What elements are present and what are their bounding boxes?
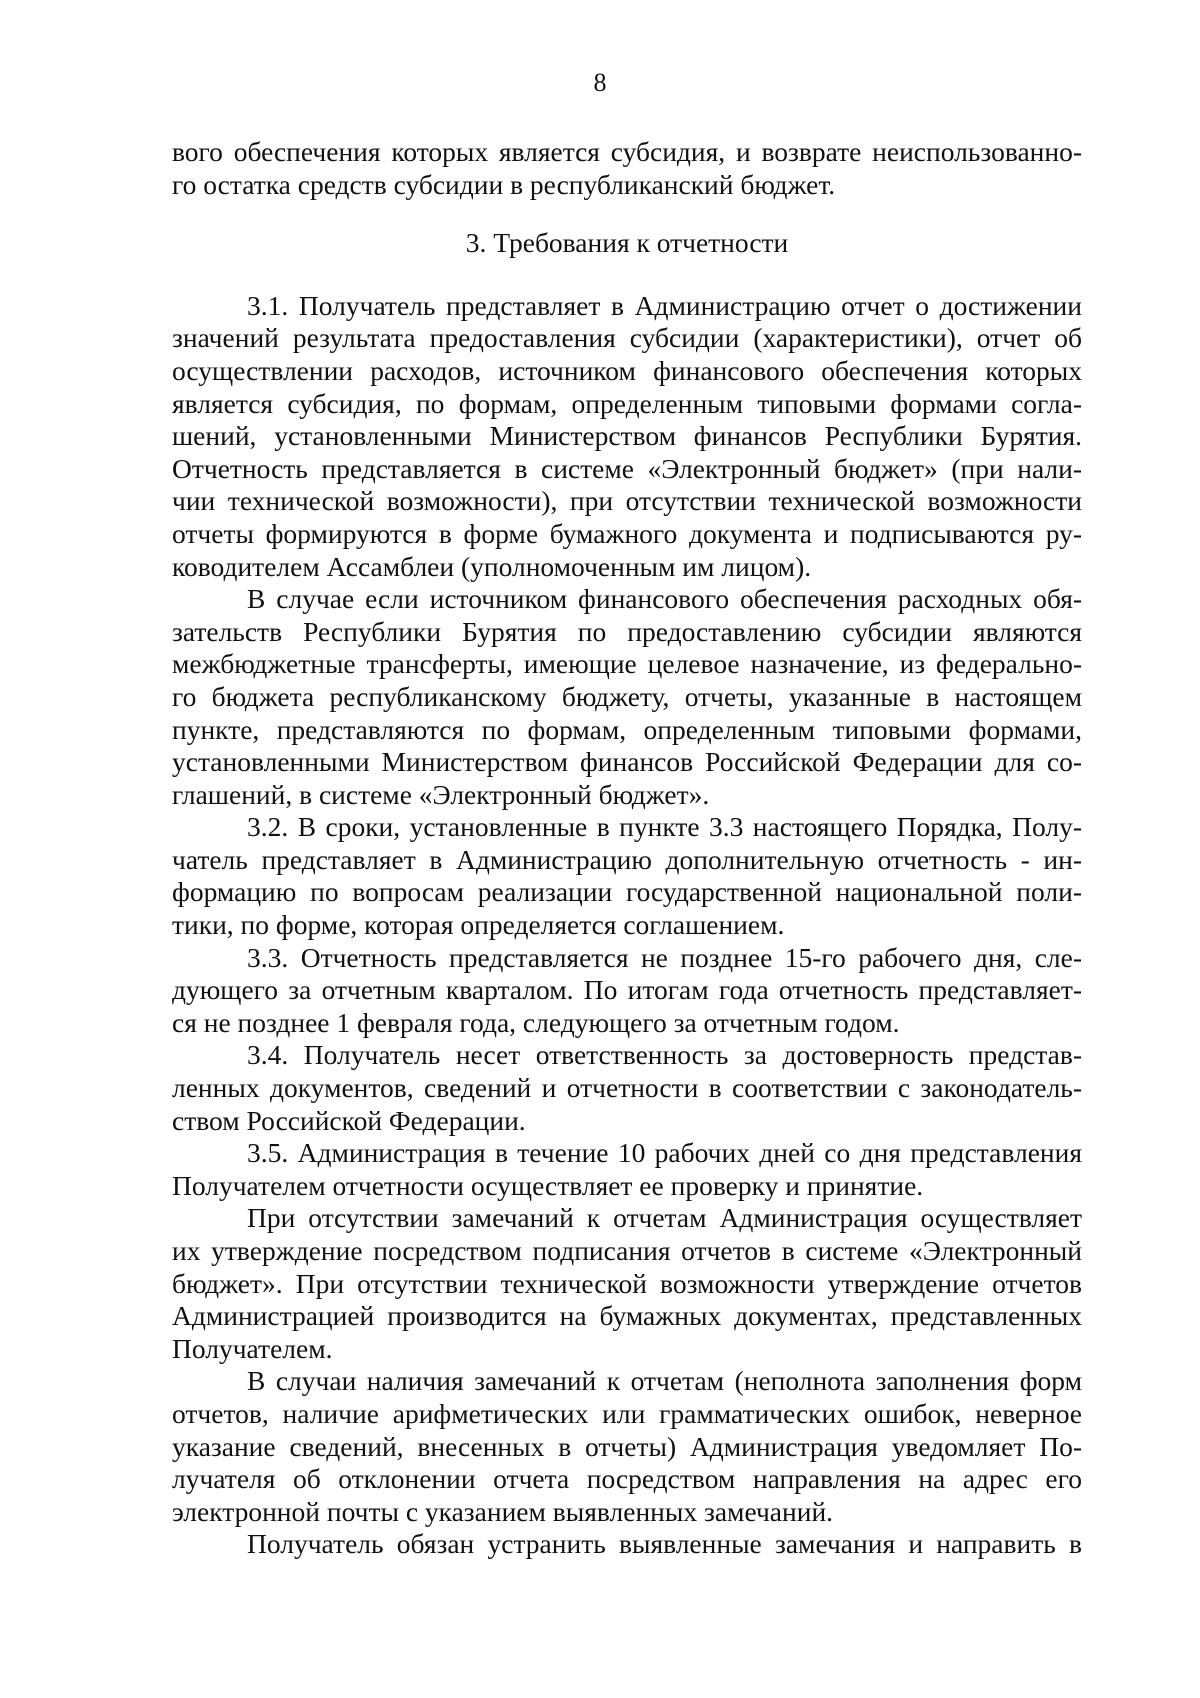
text-line: зательств Республики Бурятия по предоставлению субсидии являются [172, 615, 1082, 647]
paragraph-p-3-4 [172, 1039, 1082, 1137]
text-line: глашений, в системе «Электронный бюджет». [172, 778, 710, 810]
text-line: межбюджетные трансферты, имеющие целевое назначение, из федерально- [172, 648, 1082, 680]
text-line: является субсидия, по формам, определенным типовыми формами согла- [172, 387, 1082, 419]
text-line: 3.4. Получатель несет ответственность за достоверность представ- [247, 1039, 1082, 1071]
paragraph-p-3-3 [172, 942, 1082, 1040]
paragraph-p-3-5-c [172, 1365, 1082, 1528]
text-line: значений результата предоставления субсидии (характеристики), отчет об [172, 322, 1082, 354]
paragraph-p-3-2 [172, 811, 1082, 941]
text-line: Получатель обязан устранить выявленные замечания и направить в [247, 1528, 1082, 1560]
text-line: чии технической возможности), при отсутствии технической возможности [172, 485, 1082, 517]
intro-paragraph [172, 136, 1082, 201]
text-line: В случаи наличия замечаний к отчетам (неполнота заполнения форм [247, 1365, 1082, 1397]
text-line: бюджет». При отсутствии технической возможности утверждение отчетов [172, 1267, 1082, 1299]
text-line: 3.3. Отчетность представляется не позднее 15-го рабочего дня, сле- [247, 941, 1082, 973]
text-line: электронной почты с указанием выявленных замечаний. [172, 1495, 834, 1527]
text-line: установленными Министерством финансов Российской Федерации для со- [172, 746, 1082, 778]
paragraph-p-3-1-b [172, 583, 1082, 811]
text-line: го бюджета республиканскому бюджету, отчеты, указанные в настоящем [172, 680, 1082, 712]
text-line: формацию по вопросам реализации государственной национальной поли- [172, 876, 1082, 908]
text-line: В случае если источником финансового обеспечения расходных обя- [247, 583, 1082, 615]
text-line: Получателем отчетности осуществляет ее проверку и принятие. [172, 1169, 924, 1201]
paragraph-p-3-5-d [172, 1528, 1082, 1561]
text-line: ся не позднее 1 февраля года, следующего за отчетным годом. [172, 1006, 900, 1038]
text-line: ством Российской Федерации. [172, 1104, 526, 1136]
text-line: пункте, представляются по формам, определенным типовыми формами, [172, 713, 1082, 745]
text-line: 3.5. Администрация в течение 10 рабочих дней со дня представления [247, 1137, 1082, 1169]
text-line: отчетов, наличие арифметических или грамматических ошибок, неверное [172, 1397, 1082, 1429]
text-line: тики, по форме, которая определяется соглашением. [172, 909, 785, 941]
text-line: отчеты формируются в форме бумажного документа и подписываются ру- [172, 517, 1082, 549]
text-line: ководителем Ассамблеи (уполномоченным им лицом). [172, 550, 812, 582]
paragraph-p-3-5 [172, 1137, 1082, 1202]
text-line: их утверждение посредством подписания отчетов в системе «Электронный [172, 1235, 1082, 1266]
paragraph-p-3-1 [172, 290, 1082, 583]
paragraph-list [172, 290, 1082, 1561]
text-line: 3.1. Получатель представляет в Администрацию отчет о достижении [247, 289, 1082, 321]
text-line: лучателя об отклонении отчета посредством направления на адрес его [172, 1463, 1082, 1495]
text-line: вого обеспечения которых является субсидия, и возврате неиспользованно- [172, 136, 1082, 167]
paragraph-p-3-5-b [172, 1202, 1082, 1365]
text-line: 3.2. В сроки, установленные в пункте 3.3 настоящего Порядка, Полу- [247, 811, 1082, 843]
text-line: го остатка средств субсидии в республиканский бюджет. [172, 168, 836, 200]
text-line: дующего за отчетным кварталом. По итогам года отчетность представляет- [172, 974, 1082, 1006]
document-body [172, 136, 1082, 1561]
text-line: Отчетность представляется в системе «Электронный бюджет» (при нали- [172, 452, 1082, 484]
text-line: ленных документов, сведений и отчетности в соответствии с законодатель- [172, 1072, 1082, 1104]
section-heading: 3. Требования к отчетности [465, 227, 789, 259]
text-line: чатель представляет в Администрацию дополнительную отчетность - ин- [172, 843, 1082, 875]
text-line: указание сведений, внесенных в отчеты) Администрация уведомляет По- [172, 1430, 1082, 1462]
text-line: осуществлении расходов, источником финансового обеспечения которых [172, 354, 1082, 386]
text-line: Администрацией производится на бумажных документах, представленных [172, 1300, 1082, 1332]
text-line: шений, установленными Министерством финансов Республики Бурятия. [172, 420, 1082, 452]
text-line: При отсутствии замечаний к отчетам Администрация осуществляет [247, 1202, 1082, 1234]
text-line: Получателем. [172, 1332, 333, 1364]
page-number: 8 [593, 68, 607, 97]
